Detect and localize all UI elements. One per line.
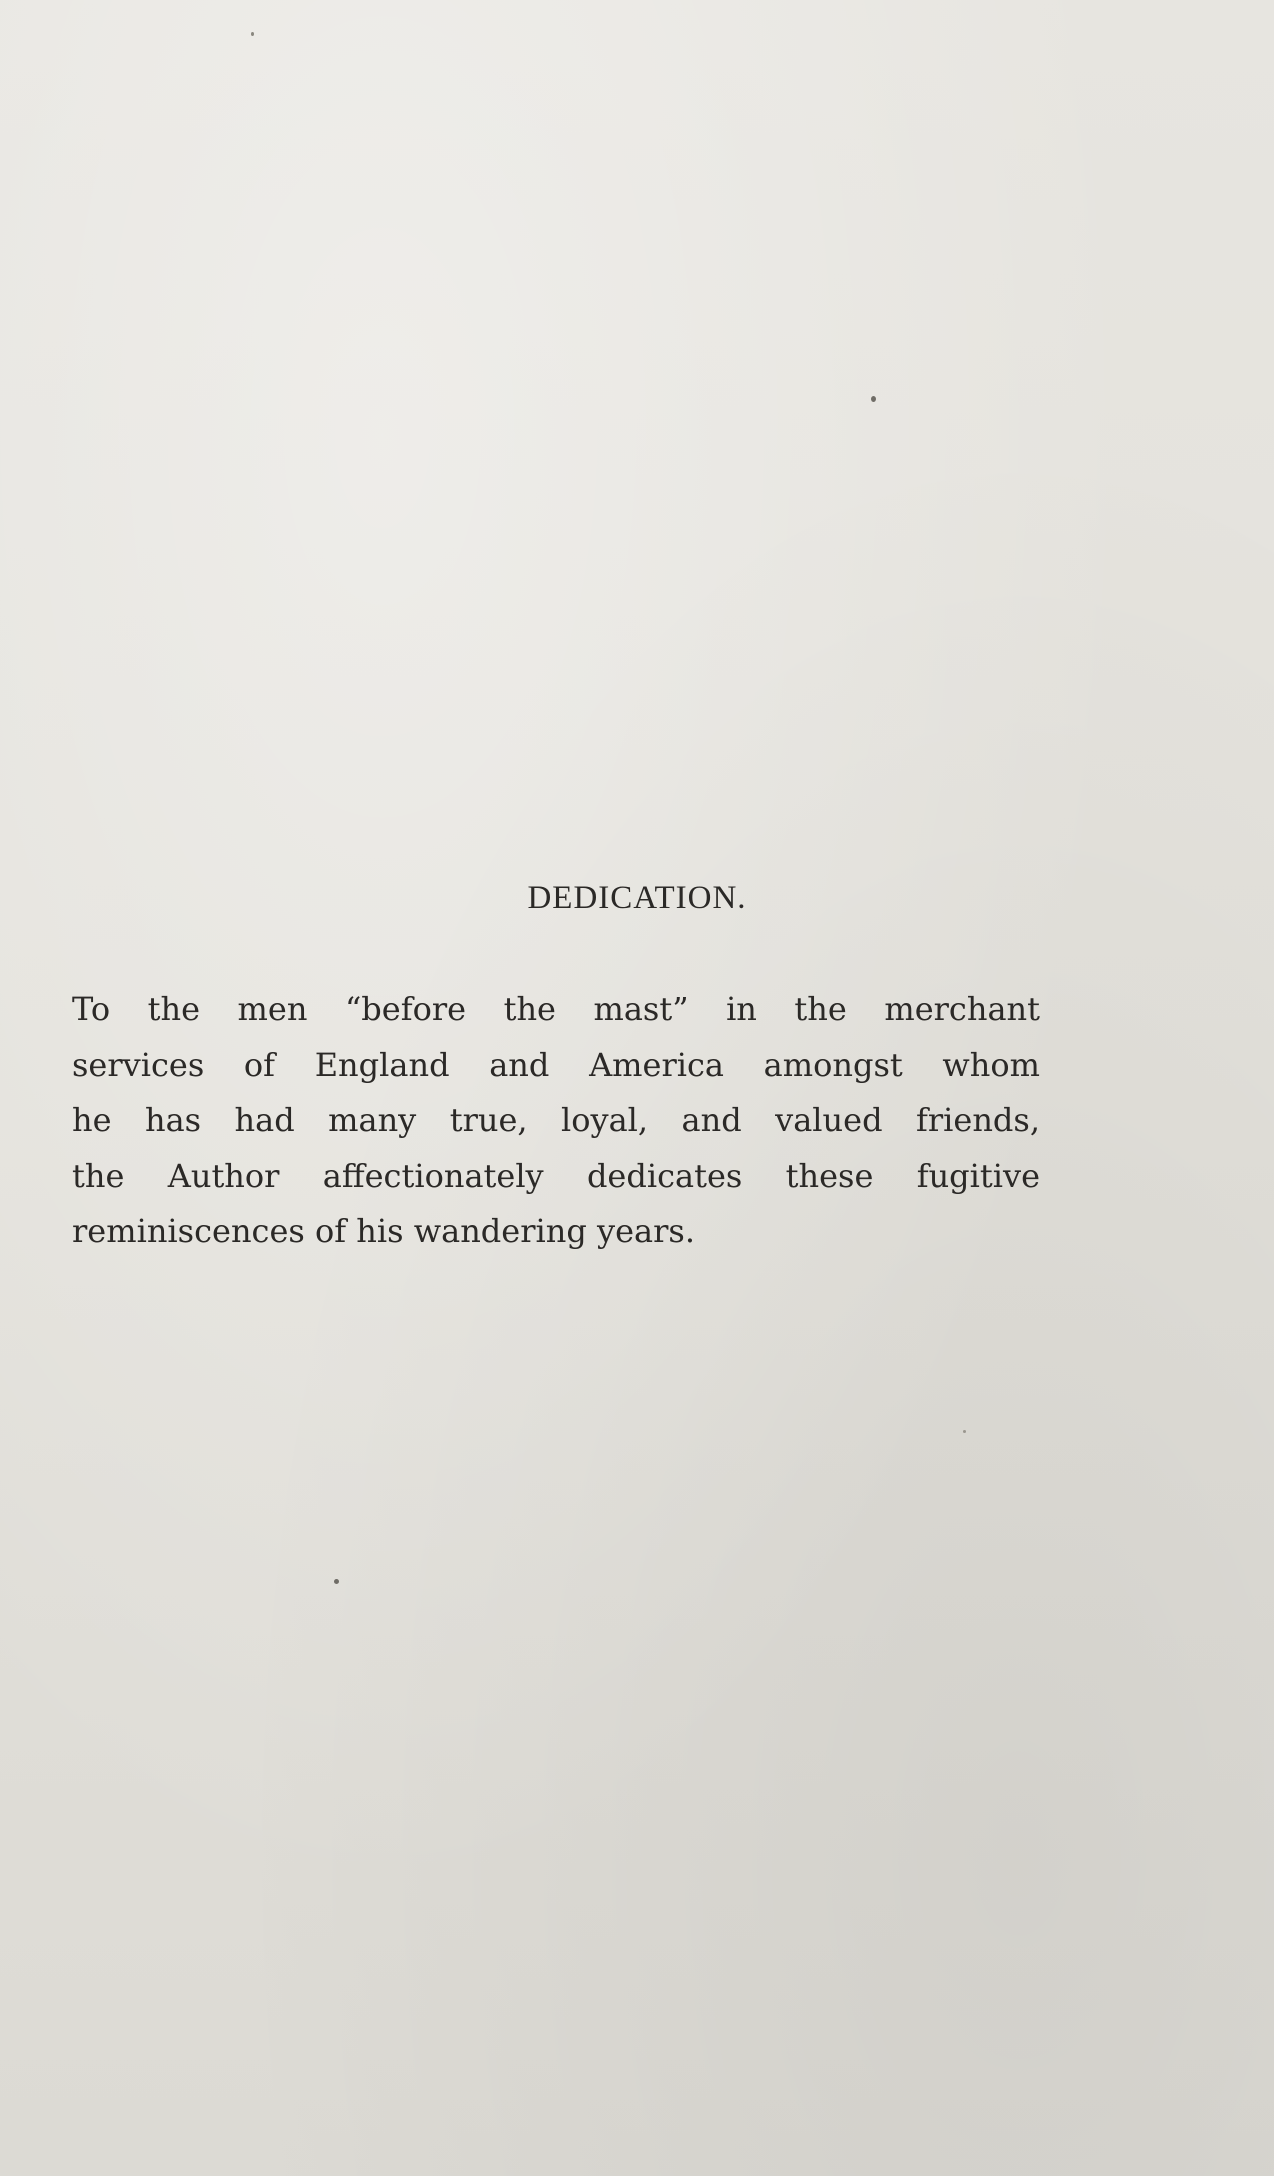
dedication-line: he has had many true, loyal, and valued friends, bbox=[72, 1101, 1040, 1139]
dedication-paragraph bbox=[72, 982, 1040, 1260]
dedication-title: DEDICATION. bbox=[527, 880, 747, 916]
dedication-line: reminiscences of his wandering years. bbox=[72, 1212, 695, 1250]
dedication-line: services of England and America amongst whom bbox=[72, 1045, 1040, 1084]
dedication-line: the Author affectionately dedicates these fugitive bbox=[72, 1156, 1040, 1195]
dedication-line: To the men “before the mast” in the merchant bbox=[72, 990, 1040, 1028]
paper-speck bbox=[251, 32, 254, 36]
paper-speck bbox=[871, 396, 876, 402]
paper-speck bbox=[334, 1579, 339, 1584]
paper-speck bbox=[963, 1430, 966, 1433]
